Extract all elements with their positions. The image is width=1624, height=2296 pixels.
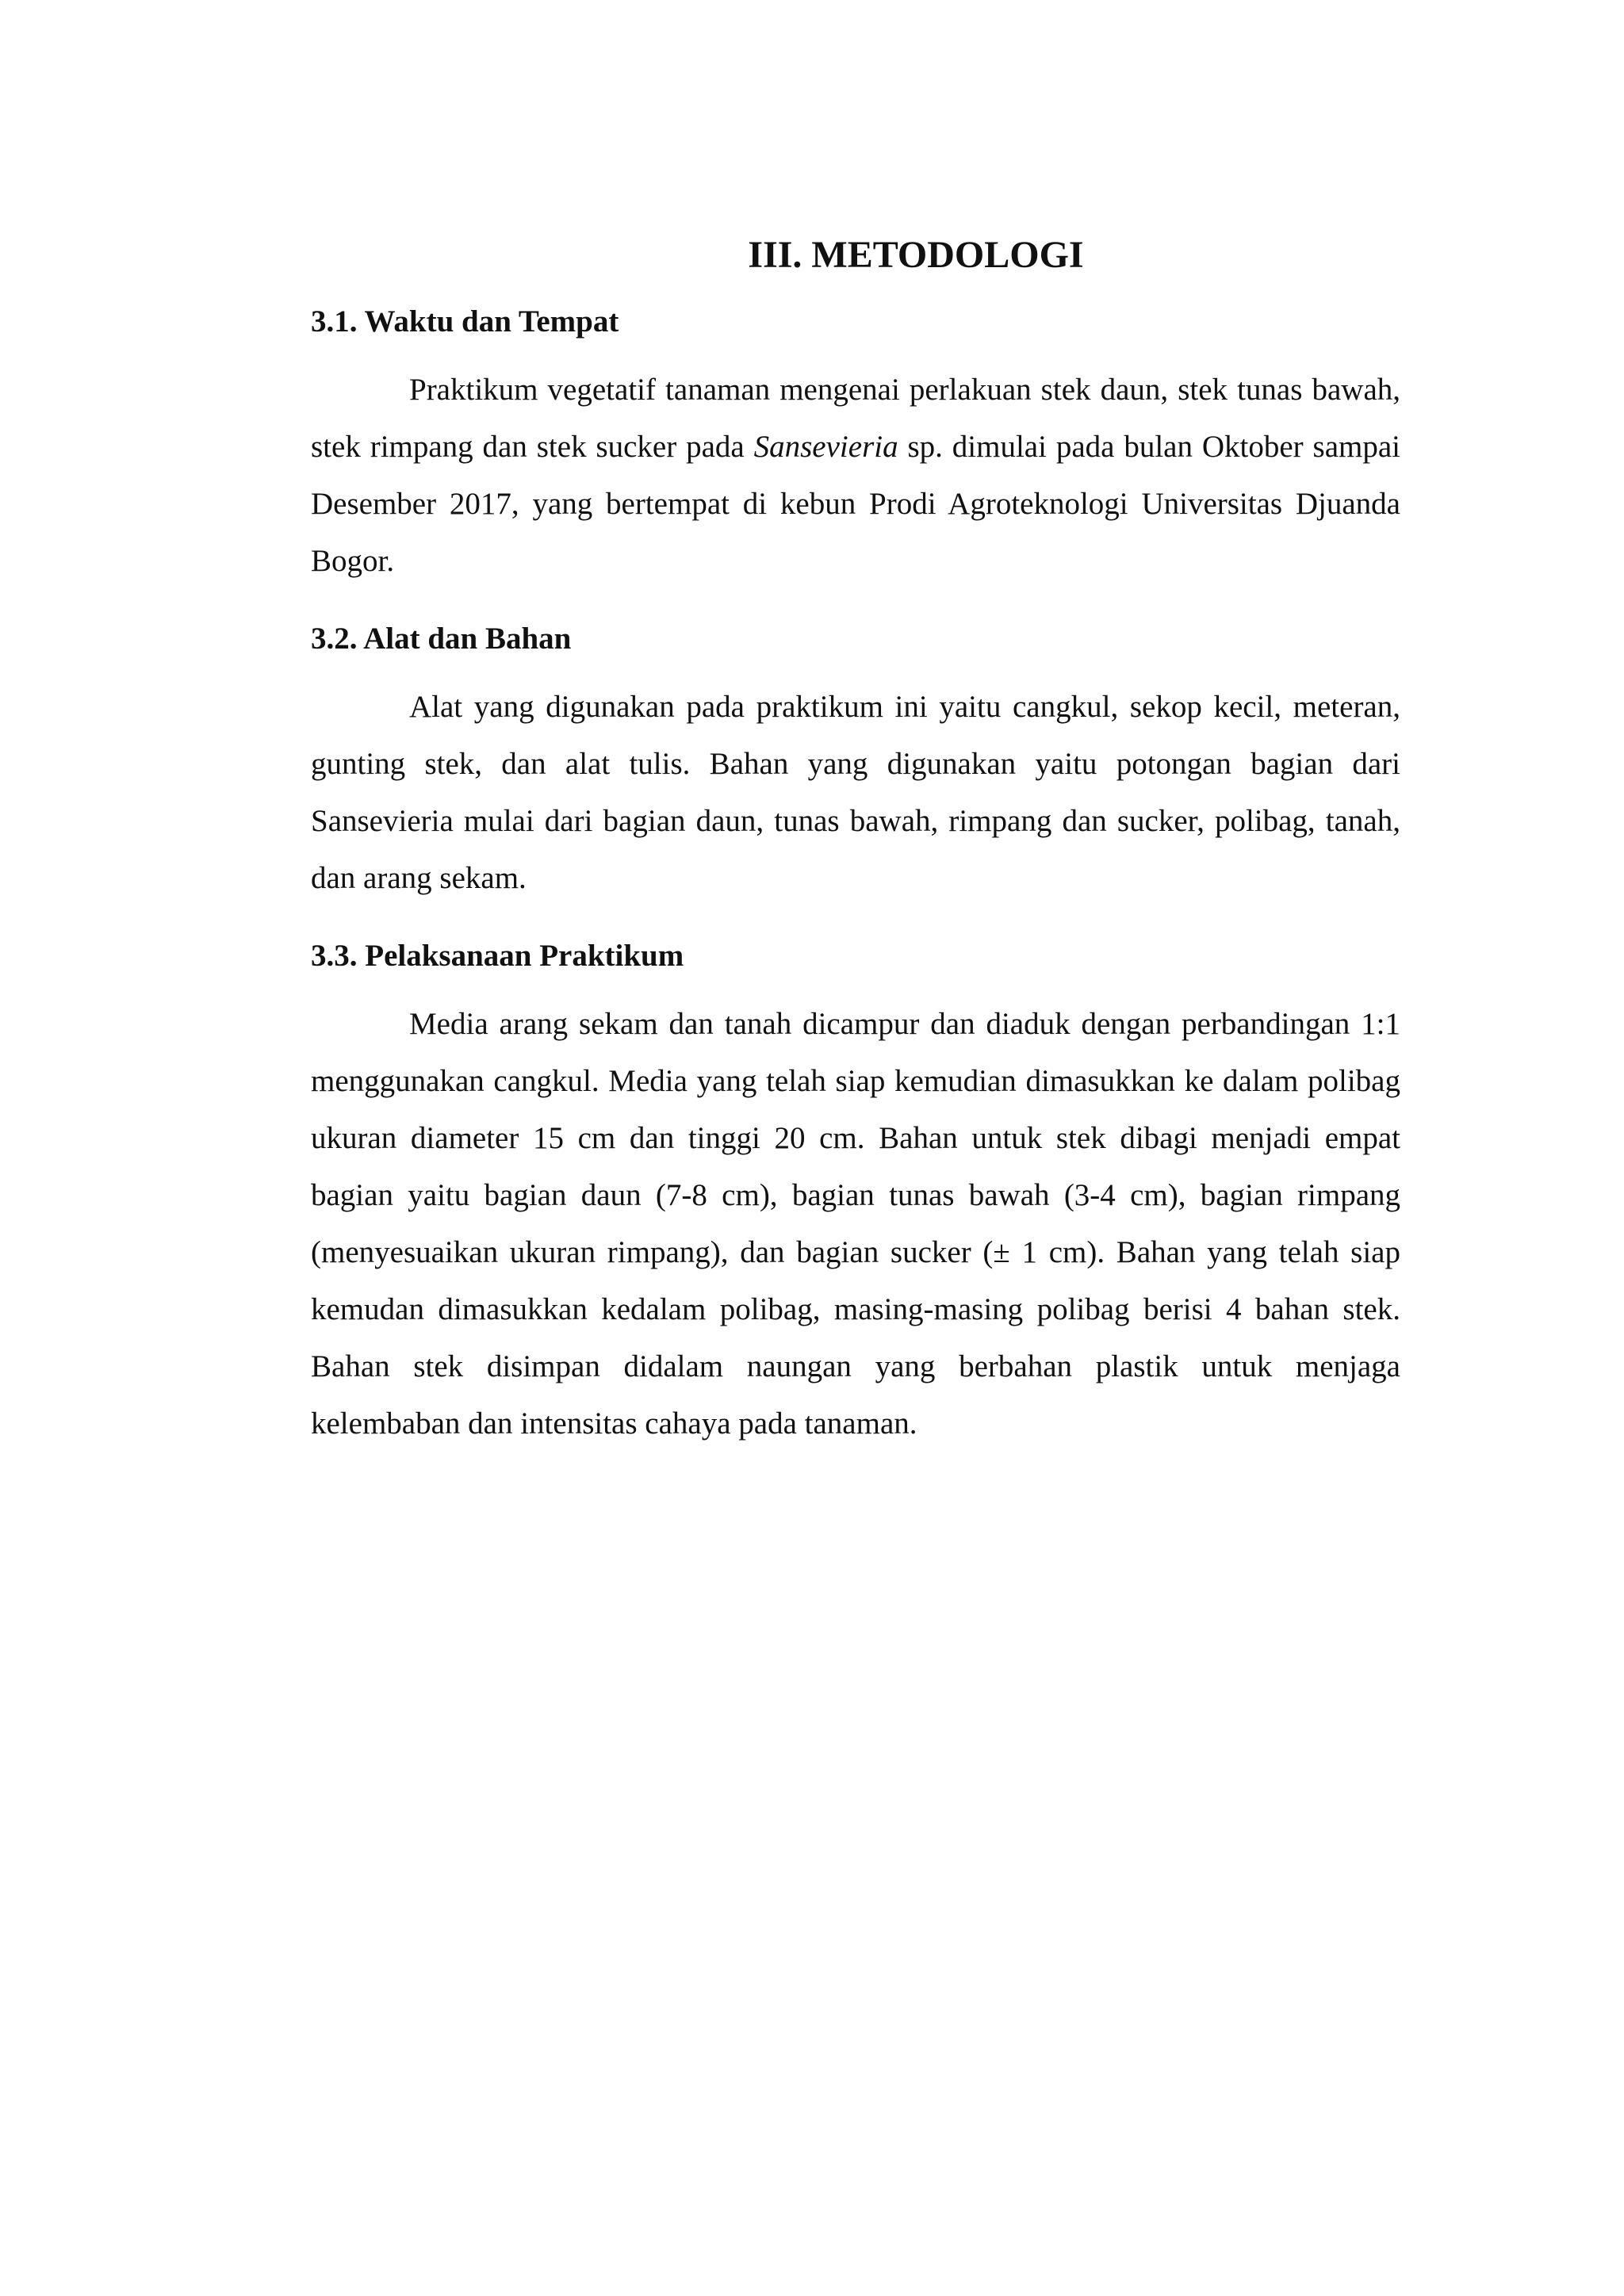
section-paragraph-pelaksanaan-praktikum: Media arang sekam dan tanah dicampur dan diaduk dengan perbandingan 1:1 menggunakan cangkul. Media yang telah siap kemudian dimasukkan ke dalam polibag ukuran diameter 15 cm dan tinggi 20 cm. Bahan untuk stek dibagi menjadi empat bagian yaitu bagian daun (7-8 cm), bagian tunas bawah (3-4 cm), bagian rimpang (menyesuaikan ukuran rimpang), dan bagian sucker (± 1 cm). Bahan yang telah siap kemudan dimasukkan kedalam polibag, masing-masing polibag berisi 4 bahan stek. Bahan stek disimpan didalam naungan yang berbahan plastik untuk menjaga kelembaban dan intensitas cahaya pada tanaman. bbox=[311, 1007, 1400, 1441]
section-paragraph-waktu-dan-tempat bbox=[311, 362, 1400, 590]
chapter-title: III. METODOLOGI bbox=[748, 234, 1084, 276]
paragraph-text-start: Praktikum vegetatif tanaman mengenai perlakuan stek daun, stek tunas bawah, stek rimpang dan stek sucker pada bbox=[311, 373, 1400, 464]
italic-species-name: Sansevieria bbox=[753, 430, 898, 464]
section-heading-pelaksanaan-praktikum: 3.3. Pelaksanaan Praktikum bbox=[311, 939, 684, 973]
section-paragraph-alat-dan-bahan: Alat yang digunakan pada praktikum ini yaitu cangkul, sekop kecil, meteran, gunting stek, dan alat tulis. Bahan yang digunakan yaitu potongan bagian dari Sansevieria mulai dari bagian daun, tunas bawah, rimpang dan sucker, polibag, tanah, dan arang sekam. bbox=[311, 690, 1400, 895]
page-content bbox=[311, 230, 1400, 1452]
paragraph-text-end: sp. dimulai pada bulan Oktober sampai Desember 2017, yang bertempat di kebun Prodi Agroteknologi Universitas Djuanda Bogor. bbox=[311, 430, 1400, 578]
section-heading-waktu-dan-tempat: 3.1. Waktu dan Tempat bbox=[311, 304, 619, 339]
section-heading-alat-dan-bahan: 3.2. Alat dan Bahan bbox=[311, 622, 572, 656]
